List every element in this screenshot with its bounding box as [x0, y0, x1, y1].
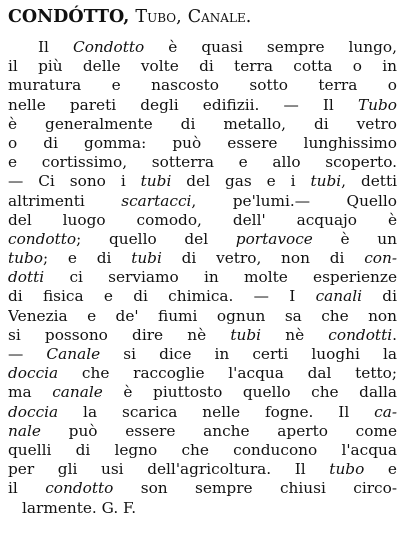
italic-term: Canale — [46, 345, 101, 363]
text-run: di — [362, 287, 397, 306]
italic-term: scartacci — [121, 191, 192, 210]
text-run: ma — [8, 383, 53, 402]
italic-term: doccia — [8, 364, 59, 383]
text-run: . — [392, 325, 397, 344]
text-run: o di gomma: può essere lunghissimo — [8, 133, 397, 152]
italic-term: tubo — [8, 249, 44, 268]
text-line — [8, 460, 397, 479]
italic-term: Tubo — [357, 95, 397, 114]
text-line — [8, 441, 397, 460]
text-run: Il — [38, 38, 73, 56]
text-line — [8, 403, 397, 422]
heading-term-canale: Canale. — [187, 7, 252, 27]
text-run: son sempre chiusi circo- — [113, 479, 397, 498]
text-line — [8, 211, 397, 230]
text-run: si possono dire nè — [8, 325, 231, 344]
text-run: il più delle volte di terra cotta o in — [8, 57, 397, 76]
text-line — [8, 134, 397, 153]
text-run: del gas e i — [171, 172, 311, 191]
text-line — [8, 345, 397, 364]
text-run: larmente. G. F. — [22, 498, 137, 517]
italic-term: tubi — [140, 172, 172, 191]
italic-term: doccia — [8, 402, 59, 421]
text-line — [8, 249, 397, 268]
italic-term: Condotto — [72, 38, 145, 56]
text-run: è un — [312, 229, 397, 248]
italic-term: canale — [52, 383, 103, 402]
italic-term: ca- — [374, 402, 397, 421]
text-line — [8, 307, 397, 326]
text-line — [8, 268, 397, 287]
heading-term-tubo: Tubo, — [135, 7, 182, 27]
text-run: ; quello del — [76, 229, 236, 248]
italic-term: con- — [364, 249, 397, 268]
text-run: quelli di legno che conducono l'acqua — [8, 440, 397, 459]
text-line — [8, 287, 397, 306]
text-line — [8, 153, 397, 172]
text-run: si dice in certi luoghi la — [100, 345, 397, 363]
text-run: è quasi sempre lungo, — [144, 38, 397, 56]
text-line — [8, 326, 397, 345]
text-line — [8, 383, 397, 402]
text-line — [8, 230, 397, 249]
italic-term: tubi — [230, 325, 262, 344]
entry-body — [8, 38, 397, 518]
text-line — [8, 192, 397, 211]
italic-term: portavoce — [235, 229, 313, 248]
italic-term: condotto — [8, 229, 77, 248]
text-line — [8, 115, 397, 134]
text-line — [8, 38, 397, 57]
text-run: ; e di — [43, 249, 132, 268]
text-run: , pe'lumi.— Quello — [191, 191, 397, 210]
text-run: nè — [261, 325, 329, 344]
text-run: , detti — [341, 172, 397, 191]
text-run: la scarica nelle fogne. Il — [58, 402, 375, 421]
text-run: nelle pareti degli edifizii. — Il — [8, 95, 358, 114]
text-run: di fisica e di chimica. — I — [8, 287, 316, 306]
text-run: è piuttosto quello che dalla — [102, 383, 397, 402]
text-run: Venezia e de' fiumi ognun sa che non — [8, 306, 397, 325]
text-line — [8, 76, 397, 95]
italic-term: condotti — [328, 325, 393, 344]
text-run: può essere anche aperto come — [40, 421, 397, 440]
text-run: altrimenti — [8, 191, 122, 210]
text-run: — Ci sono i — [8, 172, 141, 191]
text-run: per gli usi dell'agricoltura. Il — [8, 460, 330, 479]
text-line — [8, 172, 397, 191]
text-run: muratura e nascosto sotto terra o — [8, 76, 397, 95]
entry-heading — [8, 4, 397, 30]
italic-term: dotti — [8, 268, 45, 287]
text-line — [8, 422, 397, 441]
text-line — [8, 57, 397, 76]
heading-main-term: CONDÓTTO, — [8, 7, 130, 27]
text-line — [8, 96, 397, 115]
text-line — [8, 364, 397, 383]
text-run: è generalmente di metallo, di vetro — [8, 114, 397, 133]
italic-term: condotto — [45, 479, 114, 498]
text-run: e cortissimo, sotterra e allo scoperto. — [8, 153, 397, 172]
text-run: ci serviamo in molte esperienze — [44, 268, 397, 287]
text-line — [8, 499, 397, 518]
text-run: il — [8, 479, 46, 498]
text-run: che raccoglie l'acqua dal tetto; — [58, 364, 397, 383]
text-run: e — [364, 460, 397, 479]
text-run: del luogo comodo, dell' acquajo è — [8, 210, 397, 229]
italic-term: tubo — [329, 460, 365, 479]
italic-term: tubi — [131, 249, 162, 268]
italic-term: tubi — [310, 172, 342, 191]
italic-term: canali — [315, 287, 363, 306]
italic-term: nale — [8, 421, 41, 440]
text-line — [8, 479, 397, 498]
text-run: di vetro, non di — [161, 249, 365, 268]
text-run: — — [8, 345, 47, 363]
